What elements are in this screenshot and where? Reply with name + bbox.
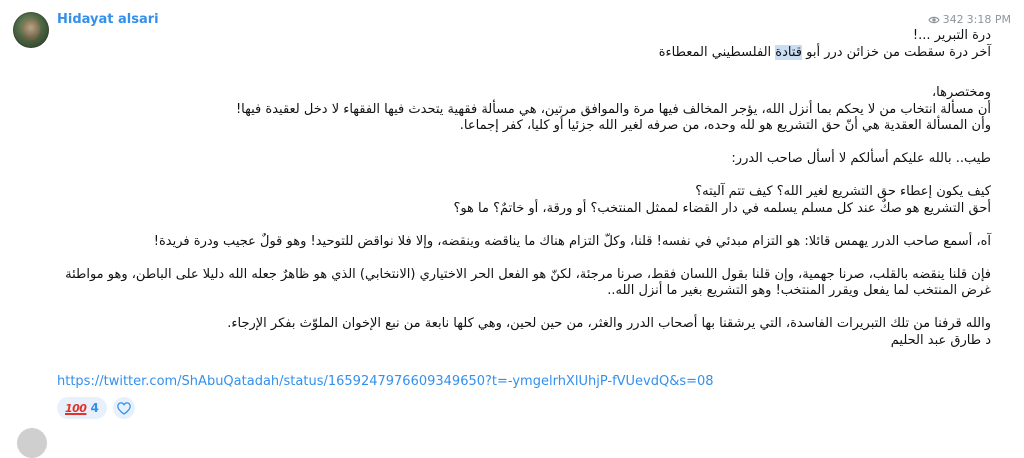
- message-text-segment: آخر درة سقطت من خزائن درر أبو: [801, 44, 991, 60]
- hundred-points-emoji: 100: [65, 401, 87, 415]
- message-line: وأن المسألة العقدية هي أنّ حق التشريع هو لله وحده، من صرفه لغير الله جزئيا أو كليا، كفر إجماعا.: [459, 118, 991, 133]
- message-line: والله قرفنا من تلك التبريرات الفاسدة، التي يرشقنا بها أصحاب الدرر والغثر، من حين لحين، وهي كلها نابعة من نبع الإخوان الملوّث بفكر الإرجاء.: [227, 316, 991, 331]
- eye-icon: [928, 15, 940, 25]
- message-line: كيف يكون إعطاء حق التشريع لغير الله؟ كيف تتم آليته؟: [695, 184, 991, 199]
- message-text: [57, 28, 991, 349]
- message-line: أن مسألة انتخاب من لا يحكم بما أنزل الله، يؤجر المخالف فيها مرة والموافق مرتين، هي مسألة فقهية يتحدث فيها الفقهاء لا دخل لعقيدة فيها!: [235, 101, 991, 117]
- author-name[interactable]: Hidayat alsari: [57, 12, 159, 27]
- twitter-link[interactable]: https://twitter.com/ShAbuQatadah/status/1659247976609349650?t=-ymgelrhXlUhjP-fVUevdQ&s=08: [57, 374, 714, 389]
- search-highlight: قتادة: [775, 44, 802, 60]
- message-line: غرض المنتخب لما يفعل ويقرر المنتخب! وهو التشريع بغير ما أنزل الله..: [607, 283, 991, 298]
- message-line: ومختصرها،: [931, 85, 991, 100]
- views-count: 342: [942, 13, 964, 26]
- add-reaction-heart-icon: [117, 402, 131, 415]
- message-line: آه، أسمع صاحب الدرر يهمس قائلا: هو التزام مبدئي في نفسه! قلنا، وكلّ التزام هناك ما يناقضه وينقضه، وإلا فلا نواقض للتوحيد! وهو قولٌ عجيب ودرة فريدة!: [153, 233, 991, 249]
- reactions-bar: [57, 397, 135, 419]
- message-time: 3:18 PM: [966, 13, 1011, 26]
- author-avatar[interactable]: [13, 12, 49, 48]
- reaction-count: 4: [90, 401, 99, 415]
- reaction-hundred-points[interactable]: [57, 397, 107, 419]
- message-line: أحق التشريع هو صكٌ عند كل مسلم يسلمه في دار القضاء لممثل المنتخب؟ أو ورقة، أو خاتمٌ؟ ما هو؟: [453, 200, 991, 216]
- message-line: طيب.. بالله عليكم أسألكم لا أسأل صاحب الدرر:: [731, 151, 991, 166]
- message-meta: [928, 13, 1011, 26]
- message-line: درة التبرير ...!: [912, 28, 991, 43]
- add-reaction-button[interactable]: [113, 397, 135, 419]
- message-line: فإن قلنا ينقضه بالقلب، صرنا جهمية، وإن قلنا بقول اللسان فقط، صرنا مرجئة، لكنّ هو الفعل الحر الاختياري (الانتخابي) الذي هو ظاهرٌ جعله الله دليلا على الباطن، وهو مواطئة: [65, 266, 991, 282]
- avatar-image: [22, 18, 40, 40]
- message-line: [57, 45, 991, 62]
- message-text-segment: الفلسطيني المعطاءة: [658, 44, 776, 60]
- message-line: د طارق عبد الحليم: [890, 332, 991, 348]
